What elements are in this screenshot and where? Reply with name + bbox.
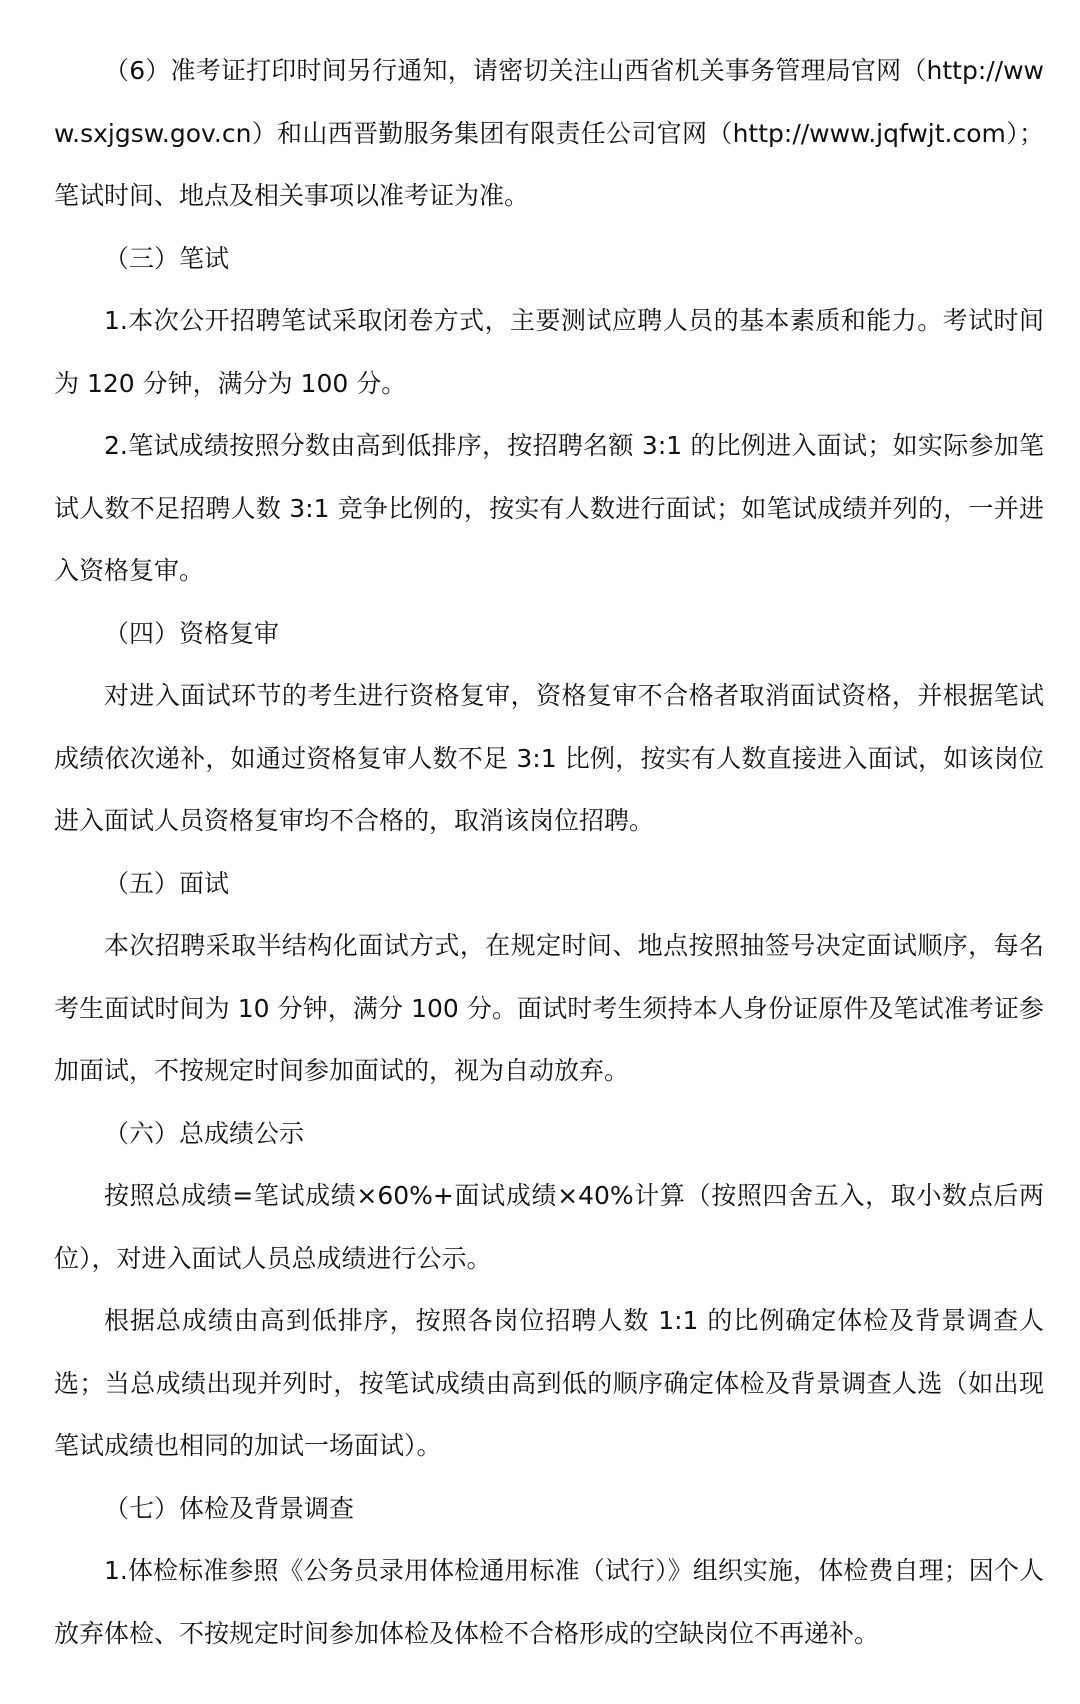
section-heading-interview: （五）面试 — [104, 868, 230, 898]
paragraph-score-formula: 按照总成绩=笔试成绩×60%+面试成绩×40%计算（按照四舍五入，取小数点后两位），对进入面试人员总成绩进行公示。 — [54, 1181, 1044, 1273]
paragraph-interview: 本次招聘采取半结构化面试方式，在规定时间、地点按照抽签号决定面试顺序，每名考生面试时间为 10 分钟，满分 100 分。面试时考生须持本人身份证原件及笔试准考证参加面试，不按规定时间参加面试的，视为自动放弃。 — [54, 931, 1044, 1085]
paragraph-admission-ticket-notice: （6）准考证打印时间另行通知，请密切关注山西省机关事务管理局官网（http://www.sxjgsw.gov.cn）和山西晋勤服务集团有限责任公司官网（http://www.jqfwjt.com）；笔试时间、地点及相关事项以准考证为准。 — [54, 56, 1044, 210]
paragraph-score-ranking: 根据总成绩由高到低排序，按照各岗位招聘人数 1:1 的比例确定体检及背景调查人选；当总成绩出现并列时，按笔试成绩由高到低的顺序确定体检及背景调查人选（如出现笔试成绩也相同的加试一场面试）。 — [54, 1306, 1044, 1460]
paragraph-qualification-review: 对进入面试环节的考生进行资格复审，资格复审不合格者取消面试资格，并根据笔试成绩依次递补，如通过资格复审人数不足 3:1 比例，按实有人数直接进入面试，如该岗位进入面试人员资格复审均不合格的，取消该岗位招聘。 — [54, 681, 1044, 835]
paragraph-exam-format: 1.本次公开招聘笔试采取闭卷方式，主要测试应聘人员的基本素质和能力。考试时间为 120 分钟，满分为 100 分。 — [54, 306, 1044, 398]
section-heading-medical-check: （七）体检及背景调查 — [104, 1493, 355, 1523]
paragraph-medical-check: 1.体检标准参照《公务员录用体检通用标准（试行）》组织实施，体检费自理；因个人放弃体检、不按规定时间参加体检及体检不合格形成的空缺岗位不再递补。 — [54, 1556, 1044, 1648]
document-page — [54, 40, 1044, 1665]
section-heading-written-exam: （三）笔试 — [104, 243, 230, 273]
section-heading-qualification-review: （四）资格复审 — [104, 618, 280, 648]
section-heading-total-score: （六）总成绩公示 — [104, 1118, 305, 1148]
paragraph-exam-ranking: 2.笔试成绩按照分数由高到低排序，按招聘名额 3:1 的比例进入面试；如实际参加笔试人数不足招聘人数 3:1 竞争比例的，按实有人数进行面试；如笔试成绩并列的，一并进入资格复审。 — [54, 431, 1044, 585]
